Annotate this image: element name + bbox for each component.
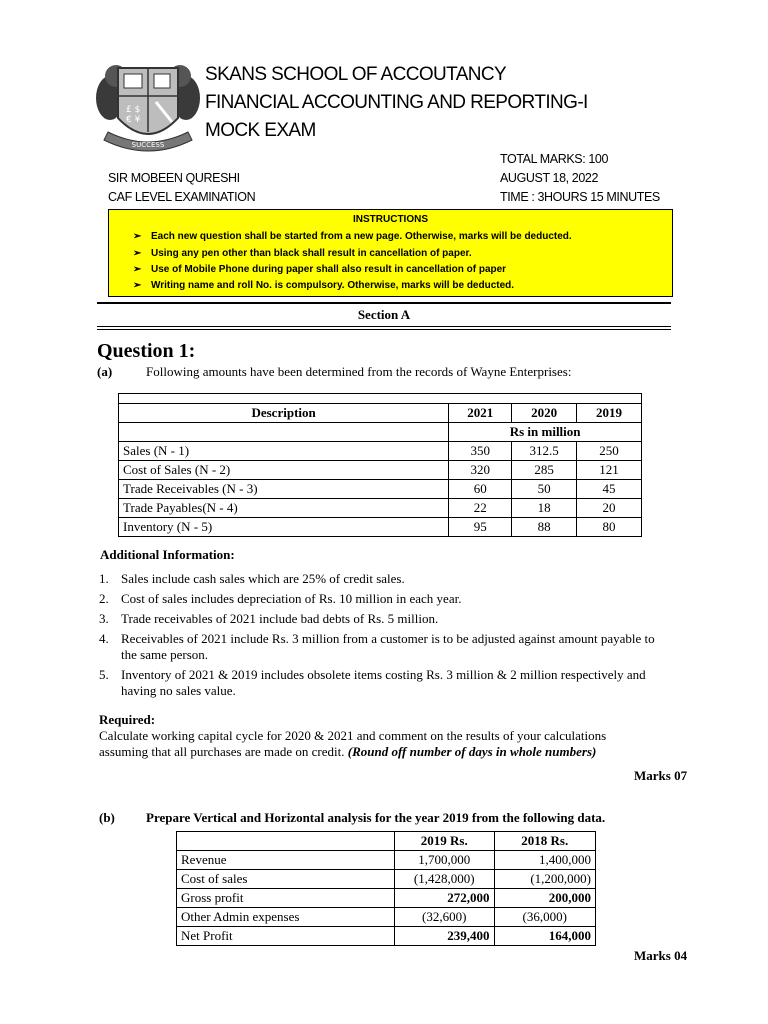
teacher-name: SIR MOBEEN QURESHI — [108, 171, 240, 185]
table-header: 2020 — [512, 404, 577, 423]
instructions-heading: INSTRUCTIONS — [353, 214, 428, 225]
table-row: Revenue 1,700,000 1,400,000 — [177, 851, 596, 870]
data-table-a — [118, 393, 642, 537]
instruction-item: ➢ Writing name and roll No. is compulsory. Otherwise, marks will be deducted. — [133, 280, 515, 291]
instructions-box — [108, 209, 673, 297]
exam-level: CAF LEVEL EXAMINATION — [108, 190, 256, 204]
list-item: 3. Trade receivables of 2021 include bad debts of Rs. 5 million. — [99, 611, 439, 626]
list-item: 4. Receivables of 2021 include Rs. 3 million from a customer is to be adjusted against amount payable to the same person. — [99, 631, 655, 662]
table-row: Gross profit 272,000 200,000 — [177, 889, 596, 908]
question-title: Question 1: — [97, 340, 196, 362]
divider-bottom-2 — [97, 329, 671, 330]
arrow-icon: ➢ — [133, 231, 142, 242]
marks-b: Marks 04 — [634, 948, 688, 963]
required-heading: Required: — [99, 712, 156, 727]
part-b-text: Prepare Vertical and Horizontal analysis for the year 2019 from the following data. — [146, 810, 606, 825]
svg-text:€ ¥: € ¥ — [126, 115, 141, 125]
instruction-item: ➢ Use of Mobile Phone during paper shall also result in cancellation of paper — [133, 264, 507, 275]
arrow-icon: ➢ — [133, 264, 142, 275]
required-text: Calculate working capital cycle for 2020 & 2021 and comment on the results of your calculations — [99, 728, 607, 743]
marks-a: Marks 07 — [634, 768, 688, 783]
data-table-b — [176, 831, 596, 946]
list-item: 5. Inventory of 2021 & 2019 includes obsolete items costing Rs. 3 million & 2 million respectively and having no sales value. — [99, 667, 646, 698]
school-name: SKANS SCHOOL OF ACCOUTANCY — [205, 64, 507, 85]
table-header-row: 2019 Rs. 2018 Rs. — [177, 832, 596, 851]
part-b-label: (b) — [99, 810, 115, 825]
arrow-icon: ➢ — [133, 280, 142, 291]
part-a-label: (a) — [97, 364, 113, 379]
table-header: Description — [119, 404, 449, 423]
additional-list — [99, 571, 659, 699]
part-a-text: Following amounts have been determined from the records of Wayne Enterprises: — [146, 364, 572, 379]
unit-label: Rs in million — [449, 423, 642, 442]
list-item: 1. Sales include cash sales which are 25% of credit sales. — [99, 571, 405, 586]
course-title: FINANCIAL ACCOUNTING AND REPORTING-I — [205, 92, 588, 113]
total-marks: TOTAL MARKS: 100 — [500, 152, 608, 166]
exam-date: AUGUST 18, 2022 — [500, 171, 598, 185]
arrow-icon: ➢ — [133, 248, 142, 259]
required-text-2: assuming that all purchases are made on credit. (Round off number of days in whole numbers) — [99, 744, 597, 759]
additional-heading: Additional Information: — [100, 547, 235, 562]
table-row: Cost of sales (1,428,000) (1,200,000) — [177, 870, 596, 889]
table-row: Other Admin expenses (32,600) (36,000) — [177, 908, 596, 927]
table-header: 2021 — [449, 404, 512, 423]
table-row: Net Profit 239,400 164,000 — [177, 927, 596, 946]
instruction-item: ➢ Each new question shall be started from a new page. Otherwise, marks will be deducted. — [133, 231, 572, 242]
table-row: Sales (N - 1) 350 312.5 250 — [119, 442, 642, 461]
divider-bottom-1 — [97, 326, 671, 327]
svg-text:£ $: £ $ — [126, 105, 141, 115]
exam-time: TIME : 3HOURS 15 MINUTES — [500, 190, 660, 204]
table-row: Trade Payables(N - 4) 22 18 20 — [119, 499, 642, 518]
table-header-row — [119, 404, 642, 423]
instruction-item: ➢ Using any pen other than black shall result in cancellation of paper. — [133, 248, 472, 259]
school-logo — [96, 58, 200, 164]
table-row: Inventory (N - 5) 95 88 80 — [119, 518, 642, 537]
list-item: 2. Cost of sales includes depreciation of Rs. 10 million in each year. — [99, 591, 462, 606]
table-header: 2019 — [577, 404, 642, 423]
divider-top — [97, 302, 671, 304]
exam-title: MOCK EXAM — [205, 120, 316, 141]
table-row: Trade Receivables (N - 3) 60 50 45 — [119, 480, 642, 499]
section-title: Section A — [357, 307, 411, 322]
logo-text: SUCCESS — [131, 141, 165, 149]
table-row: Cost of Sales (N - 2) 320 285 121 — [119, 461, 642, 480]
